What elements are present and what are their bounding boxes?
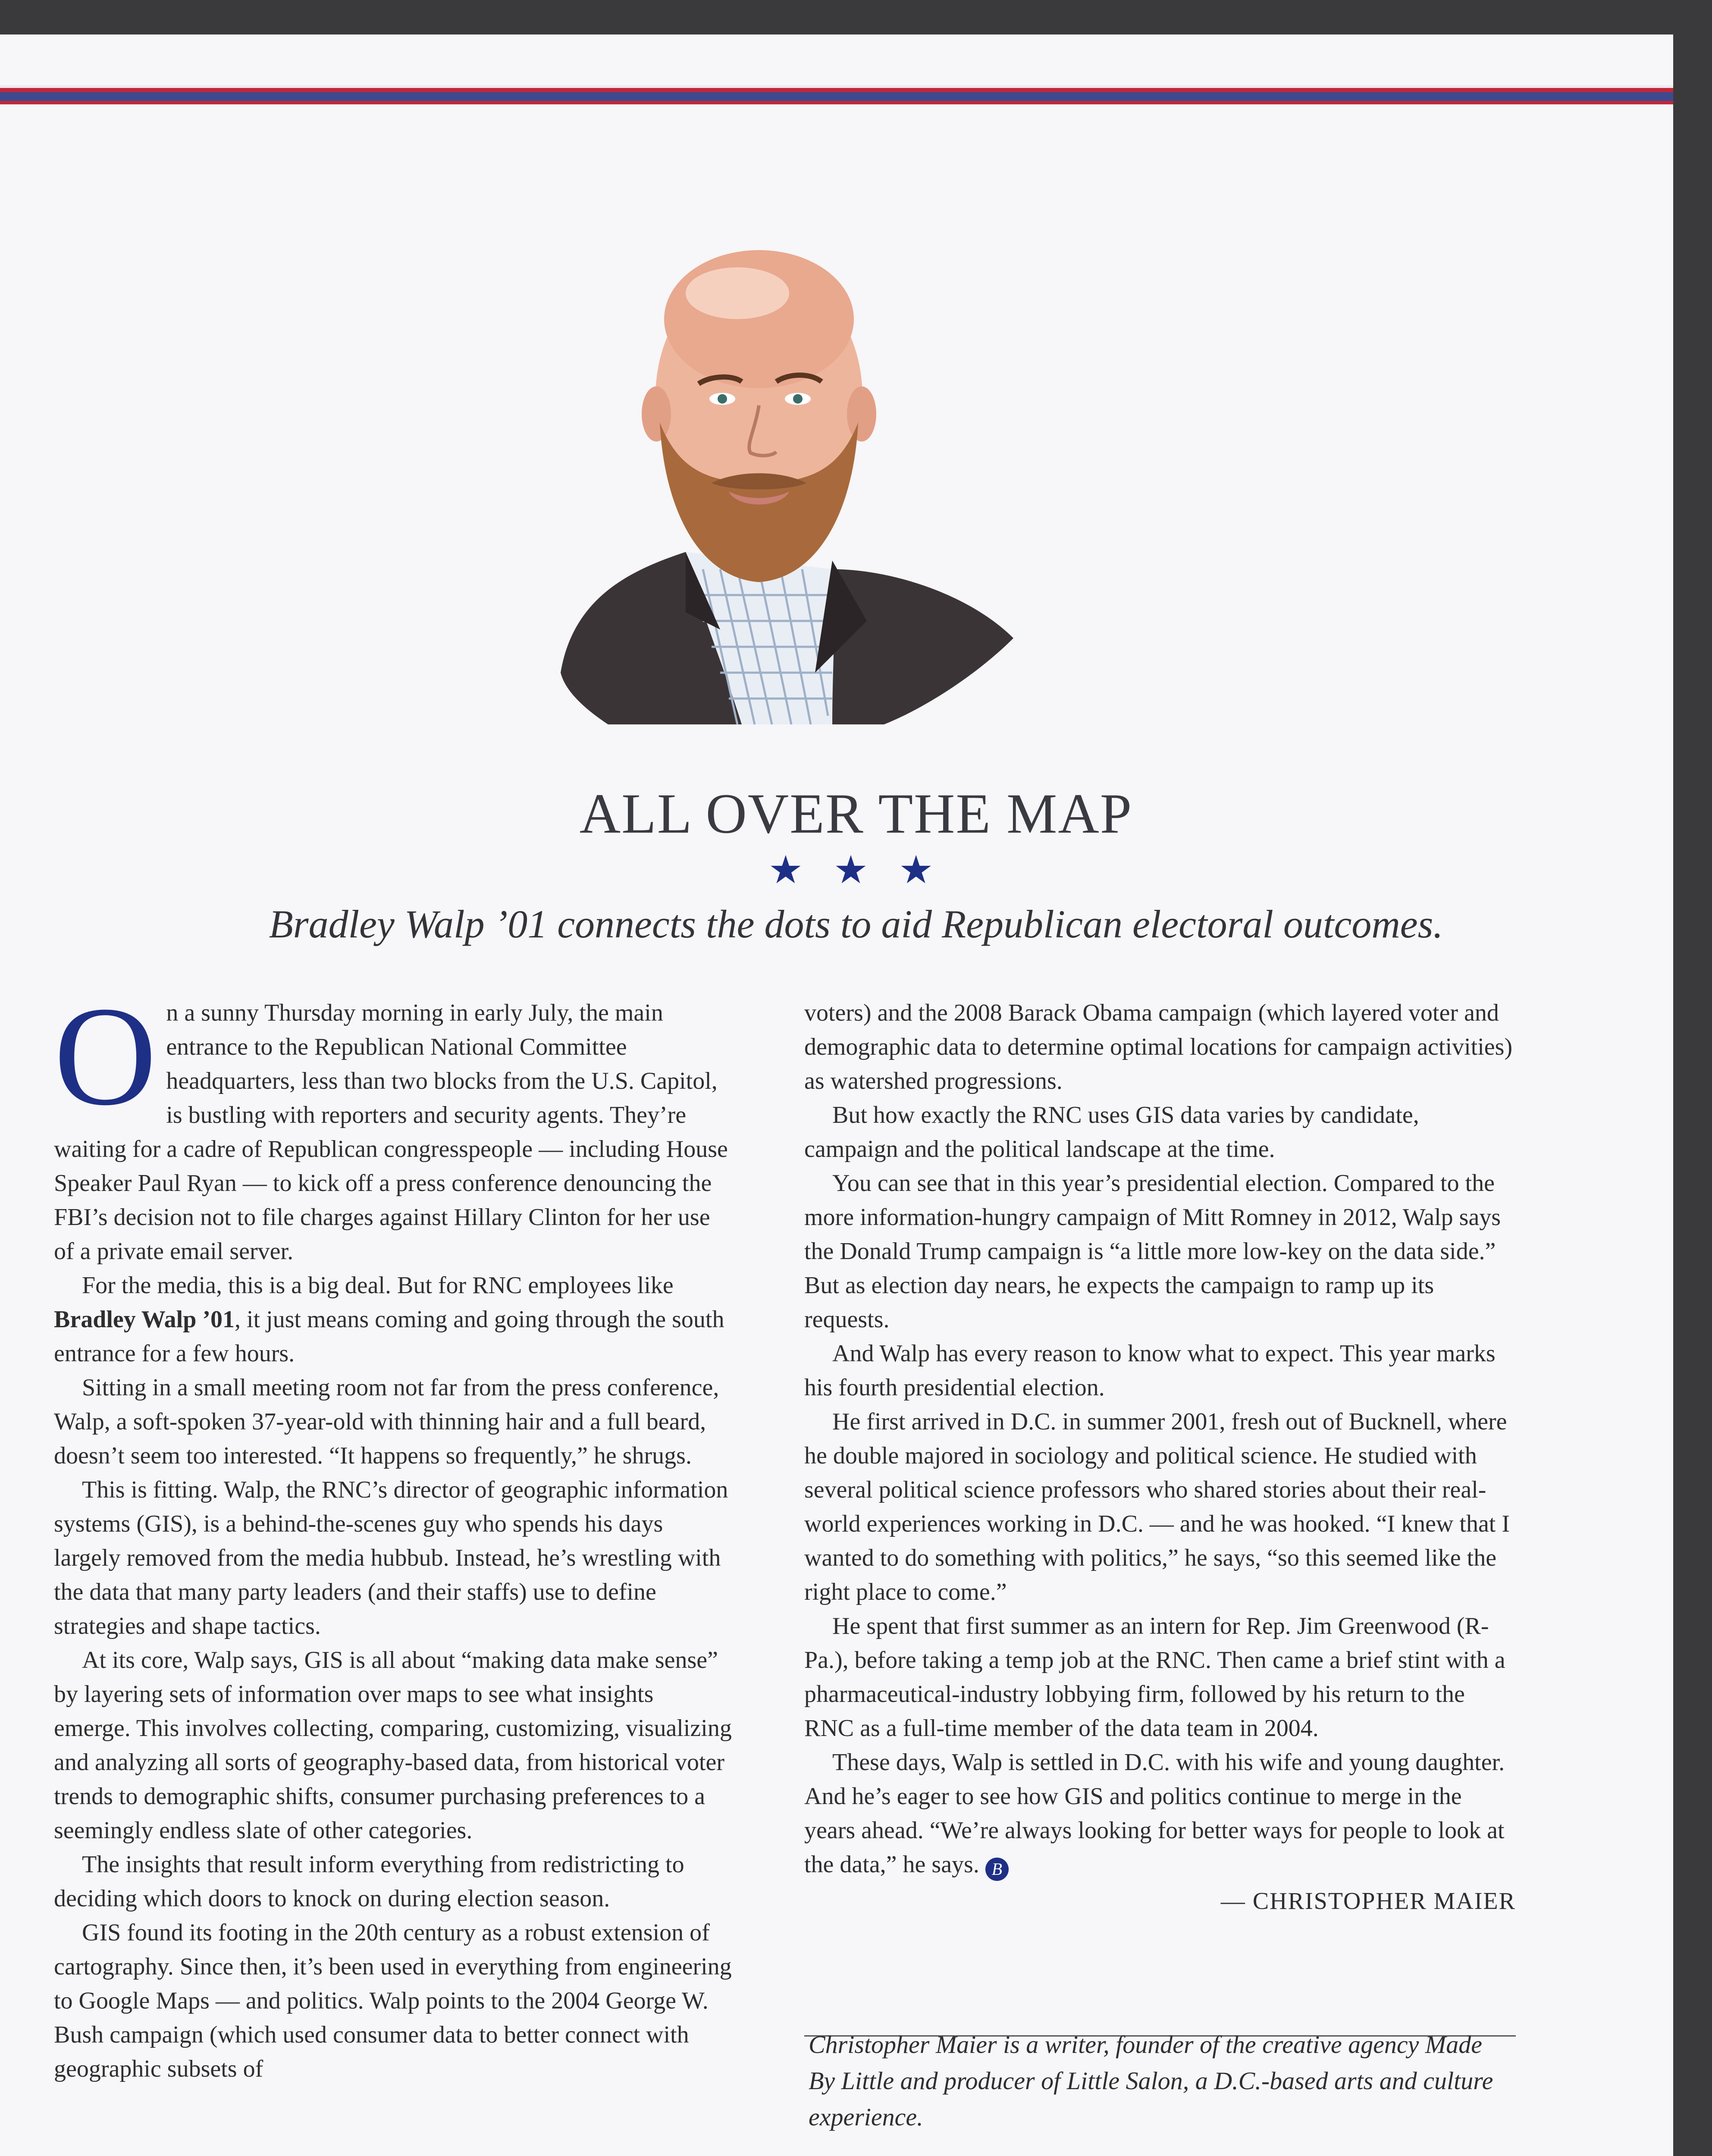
paragraph: GIS found its footing in the 20th century as a robust extension of cartography. Since then, it’s been used in everything from engineering to Google Maps — and politics. Walp points to the 2004 George W. Bush campaign (which used consumer data to better connect with geographic subsets of xyxy=(54,1919,732,2082)
article-subtitle: Bradley Walp ’01 connects the dots to aid Republican electoral outcomes. xyxy=(269,902,1443,946)
paragraph: n a sunny Thursday morning in early July, the main entrance to the Republican National Committee headquarters, less than two blocks from the U.S. Capitol, is bustling with reporters and security agents. They’re waiting for a cadre of Republican congresspeople — including House Speaker Paul Ryan — to kick off a press conference denouncing the FBI’s decision not to file charges against Hillary Clinton for her use of a private email server. xyxy=(54,1000,728,1265)
portrait-illustration-icon xyxy=(556,241,1022,772)
author-bio: Christopher Maier is a writer, founder of the creative agency Made By Little and producer of Little Salon, a D.C.-based arts and culture experience. xyxy=(809,2031,1493,2131)
paragraph-text: For the media, this is a big deal. But for RNC employees like xyxy=(82,1272,674,1299)
paragraph: And Walp has every reason to know what to expect. This year marks his fourth presidential election. xyxy=(804,1340,1496,1401)
top-stripe-red-2 xyxy=(0,101,1673,104)
paragraph-text: , it just means coming and going through the south entrance for a few hours. xyxy=(54,1306,724,1367)
paragraph: voters) and the 2008 Barack Obama campaign (which layered voter and demographic data to determine optimal locations for campaign activities) as watershed progressions. xyxy=(804,1000,1513,1094)
paragraph xyxy=(804,1745,1516,1882)
drop-cap: O xyxy=(54,978,157,1135)
paragraph: He spent that first summer as an intern for Rep. Jim Greenwood (R-Pa.), before taking a temp job at the RNC. Then came a brief stint with a pharmaceutical-industry lobbying firm, followed by his return to the RNC as a full-time member of the data team in 2004. xyxy=(804,1613,1505,1742)
paragraph: But how exactly the RNC uses GIS data varies by candidate, campaign and the political landscape at the time. xyxy=(804,1102,1419,1163)
paragraph: He first arrived in D.C. in summer 2001, fresh out of Bucknell, where he double majored in sociology and political science. He studied with several political science professors who shared stories about their real-world experiences working in D.C. — and he was hooked. “I knew that I wanted to do something with politics,” he says, “so this seemed like the right place to come.” xyxy=(804,1408,1510,1605)
paragraph: The insights that result inform everything from redistricting to deciding which doors to knock on during election season. xyxy=(54,1851,684,1912)
subject-name: Bradley Walp ’01 xyxy=(54,1306,235,1333)
right-column xyxy=(804,996,1516,1918)
paragraph: At its core, Walp says, GIS is all about “making data make sense” by layering sets of information over maps to see what insights emerge. This involves collecting, comparing, customizing, visualizing and analyzing all sorts of geography-based data, from historical voter trends to demographic shifts, consumer purchasing preferences to a seemingly endless slate of other categories. xyxy=(54,1647,732,1844)
paragraph: Sitting in a small meeting room not far from the press conference, Walp, a soft-spoken 37-year-old with thinning hair and a full beard, doesn’t seem too interested. “It happens so frequently,” he shrugs. xyxy=(54,1374,719,1469)
end-mark-icon: B xyxy=(985,1858,1009,1881)
author-byline: — CHRISTOPHER MAIER xyxy=(1220,1888,1516,1915)
top-stripe-blue xyxy=(0,92,1673,101)
paragraph-text: These days, Walp is settled in D.C. with his wife and young daughter. And he’s eager to see how GIS and politics continue to merge in the years ahead. “We’re always looking for better ways for people to look at the data,” he says. xyxy=(804,1749,1505,1878)
article-title: ALL OVER THE MAP xyxy=(579,782,1133,845)
star-divider-icon: ★ ★ ★ xyxy=(768,849,944,892)
paragraph xyxy=(54,1269,735,1371)
paragraph: This is fitting. Walp, the RNC’s director of geographic information systems (GIS), is a behind-the-scenes guy who spends his days largely removed from the media hubbub. Instead, he’s wrestling with the data that many party leaders (and their staffs) use to define strategies and shape tactics. xyxy=(54,1476,728,1639)
left-column xyxy=(54,978,735,2086)
top-stripe-red xyxy=(0,88,1673,92)
paragraph: You can see that in this year’s presidential election. Compared to the more information-hungry campaign of Mitt Romney in 2012, Walp says the Donald Trump campaign is “a little more low-key on the data side.” But as election day nears, he expects the campaign to ramp up its requests. xyxy=(804,1170,1501,1333)
